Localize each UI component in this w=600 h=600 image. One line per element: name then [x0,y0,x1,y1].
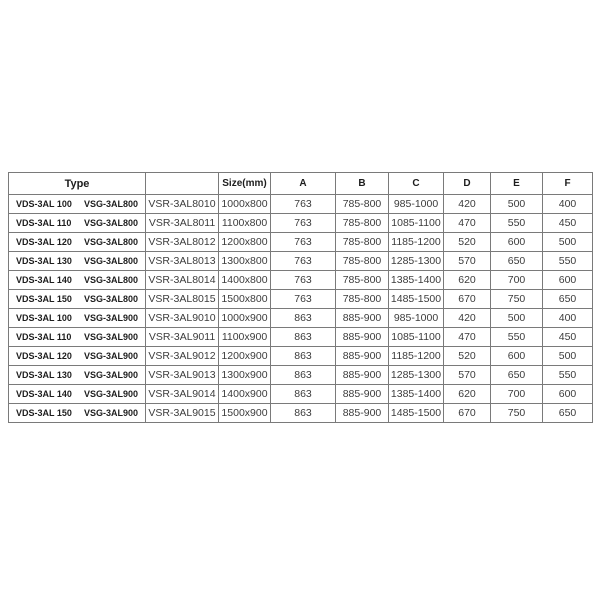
vsg-model-label: VSG-3AL800 [83,294,138,304]
vds-model-label: VDS-3AL 150 [16,408,72,418]
type-cell [9,195,146,214]
f-cell: 400 [543,309,593,328]
type-cell-wrap [9,332,145,342]
vds-model-label: VDS-3AL 140 [16,275,72,285]
type-cell [9,290,146,309]
e-cell: 500 [491,195,543,214]
vsr-cell: VSR-3AL8011 [146,214,219,233]
e-cell: 700 [491,271,543,290]
b-cell: 785-800 [336,271,389,290]
a-cell: 863 [271,309,336,328]
e-cell: 650 [491,252,543,271]
e-cell: 750 [491,404,543,423]
size-cell: 1200x900 [219,347,271,366]
type-cell-wrap [9,256,145,266]
b-cell: 885-900 [336,366,389,385]
table-row [9,309,593,328]
vds-model-label: VDS-3AL 120 [16,237,72,247]
vsg-model-label: VSG-3AL800 [83,199,138,209]
f-cell: 600 [543,271,593,290]
a-cell: 763 [271,195,336,214]
size-cell: 1400x900 [219,385,271,404]
vsr-cell: VSR-3AL9013 [146,366,219,385]
a-cell: 863 [271,347,336,366]
col-header-c: C [389,173,444,195]
c-cell: 1285-1300 [389,252,444,271]
vds-model-label: VDS-3AL 100 [16,313,72,323]
col-header-d: D [444,173,491,195]
size-cell: 1100x900 [219,328,271,347]
table-row [9,385,593,404]
e-cell: 600 [491,347,543,366]
e-cell: 600 [491,233,543,252]
col-header-model [146,173,219,195]
vsr-cell: VSR-3AL9015 [146,404,219,423]
table-row [9,252,593,271]
d-cell: 420 [444,309,491,328]
vsg-model-label: VSG-3AL800 [83,256,138,266]
vsg-model-label: VSG-3AL800 [83,218,138,228]
e-cell: 750 [491,290,543,309]
col-header-type: Type [9,173,146,195]
type-cell-wrap [9,237,145,247]
f-cell: 650 [543,290,593,309]
size-cell: 1300x900 [219,366,271,385]
size-cell: 1300x800 [219,252,271,271]
c-cell: 1485-1500 [389,404,444,423]
f-cell: 550 [543,366,593,385]
e-cell: 550 [491,214,543,233]
d-cell: 520 [444,347,491,366]
vsg-model-label: VSG-3AL900 [83,351,138,361]
d-cell: 620 [444,385,491,404]
col-header-b: B [336,173,389,195]
type-cell-wrap [9,351,145,361]
vsr-cell: VSR-3AL9011 [146,328,219,347]
table-row [9,271,593,290]
size-cell: 1200x800 [219,233,271,252]
b-cell: 885-900 [336,404,389,423]
vsr-cell: VSR-3AL9012 [146,347,219,366]
type-cell-wrap [9,389,145,399]
c-cell: 985-1000 [389,309,444,328]
c-cell: 1385-1400 [389,271,444,290]
e-cell: 700 [491,385,543,404]
vds-model-label: VDS-3AL 130 [16,256,72,266]
table-row [9,347,593,366]
col-header-a: A [271,173,336,195]
a-cell: 863 [271,385,336,404]
a-cell: 763 [271,252,336,271]
type-cell [9,347,146,366]
f-cell: 450 [543,214,593,233]
col-header-e: E [491,173,543,195]
e-cell: 650 [491,366,543,385]
b-cell: 885-900 [336,309,389,328]
vsr-cell: VSR-3AL9010 [146,309,219,328]
vds-model-label: VDS-3AL 100 [16,199,72,209]
f-cell: 500 [543,347,593,366]
type-cell-wrap [9,313,145,323]
table-row [9,366,593,385]
d-cell: 570 [444,366,491,385]
d-cell: 620 [444,271,491,290]
vsr-cell: VSR-3AL8015 [146,290,219,309]
f-cell: 600 [543,385,593,404]
vsr-cell: VSR-3AL8013 [146,252,219,271]
vsg-model-label: VSG-3AL900 [83,408,138,418]
vsr-cell: VSR-3AL8012 [146,233,219,252]
table-row [9,328,593,347]
a-cell: 763 [271,290,336,309]
col-header-f: F [543,173,593,195]
type-cell [9,366,146,385]
c-cell: 1085-1100 [389,328,444,347]
header-row [9,173,593,195]
vds-model-label: VDS-3AL 140 [16,389,72,399]
size-cell: 1400x800 [219,271,271,290]
vds-model-label: VDS-3AL 150 [16,294,72,304]
c-cell: 1485-1500 [389,290,444,309]
vsg-model-label: VSG-3AL800 [83,275,138,285]
type-cell [9,214,146,233]
size-cell: 1000x900 [219,309,271,328]
b-cell: 785-800 [336,290,389,309]
type-cell-wrap [9,199,145,209]
d-cell: 420 [444,195,491,214]
type-cell [9,385,146,404]
d-cell: 570 [444,252,491,271]
d-cell: 670 [444,290,491,309]
c-cell: 1385-1400 [389,385,444,404]
vsr-cell: VSR-3AL8014 [146,271,219,290]
vds-model-label: VDS-3AL 130 [16,370,72,380]
b-cell: 785-800 [336,195,389,214]
c-cell: 1185-1200 [389,233,444,252]
c-cell: 1185-1200 [389,347,444,366]
b-cell: 785-800 [336,214,389,233]
type-cell [9,252,146,271]
d-cell: 470 [444,214,491,233]
vsg-model-label: VSG-3AL900 [83,389,138,399]
c-cell: 1285-1300 [389,366,444,385]
f-cell: 500 [543,233,593,252]
type-cell [9,233,146,252]
c-cell: 1085-1100 [389,214,444,233]
f-cell: 650 [543,404,593,423]
table-row [9,233,593,252]
vsg-model-label: VSG-3AL900 [83,332,138,342]
d-cell: 470 [444,328,491,347]
size-cell: 1500x900 [219,404,271,423]
a-cell: 763 [271,214,336,233]
a-cell: 863 [271,366,336,385]
b-cell: 785-800 [336,233,389,252]
e-cell: 500 [491,309,543,328]
type-cell [9,404,146,423]
table-row [9,214,593,233]
size-cell: 1100x800 [219,214,271,233]
e-cell: 550 [491,328,543,347]
d-cell: 520 [444,233,491,252]
type-cell-wrap [9,370,145,380]
type-cell [9,271,146,290]
b-cell: 885-900 [336,385,389,404]
vds-model-label: VDS-3AL 110 [16,332,72,342]
f-cell: 550 [543,252,593,271]
b-cell: 885-900 [336,328,389,347]
d-cell: 670 [444,404,491,423]
type-cell [9,309,146,328]
f-cell: 450 [543,328,593,347]
vsg-model-label: VSG-3AL900 [83,370,138,380]
size-cell: 1000x800 [219,195,271,214]
type-cell [9,328,146,347]
type-cell-wrap [9,408,145,418]
a-cell: 763 [271,271,336,290]
type-cell-wrap [9,275,145,285]
vsg-model-label: VSG-3AL800 [83,237,138,247]
f-cell: 400 [543,195,593,214]
a-cell: 863 [271,328,336,347]
vsr-cell: VSR-3AL9014 [146,385,219,404]
table-row [9,404,593,423]
vsg-model-label: VSG-3AL900 [83,313,138,323]
b-cell: 785-800 [336,252,389,271]
size-cell: 1500x800 [219,290,271,309]
table-body [9,195,593,423]
vds-model-label: VDS-3AL 110 [16,218,72,228]
col-header-size: Size(mm) [219,173,271,195]
table-row [9,195,593,214]
vsr-cell: VSR-3AL8010 [146,195,219,214]
spec-table [8,172,593,423]
a-cell: 763 [271,233,336,252]
type-cell-wrap [9,218,145,228]
type-cell-wrap [9,294,145,304]
table-row [9,290,593,309]
a-cell: 863 [271,404,336,423]
vds-model-label: VDS-3AL 120 [16,351,72,361]
b-cell: 885-900 [336,347,389,366]
c-cell: 985-1000 [389,195,444,214]
